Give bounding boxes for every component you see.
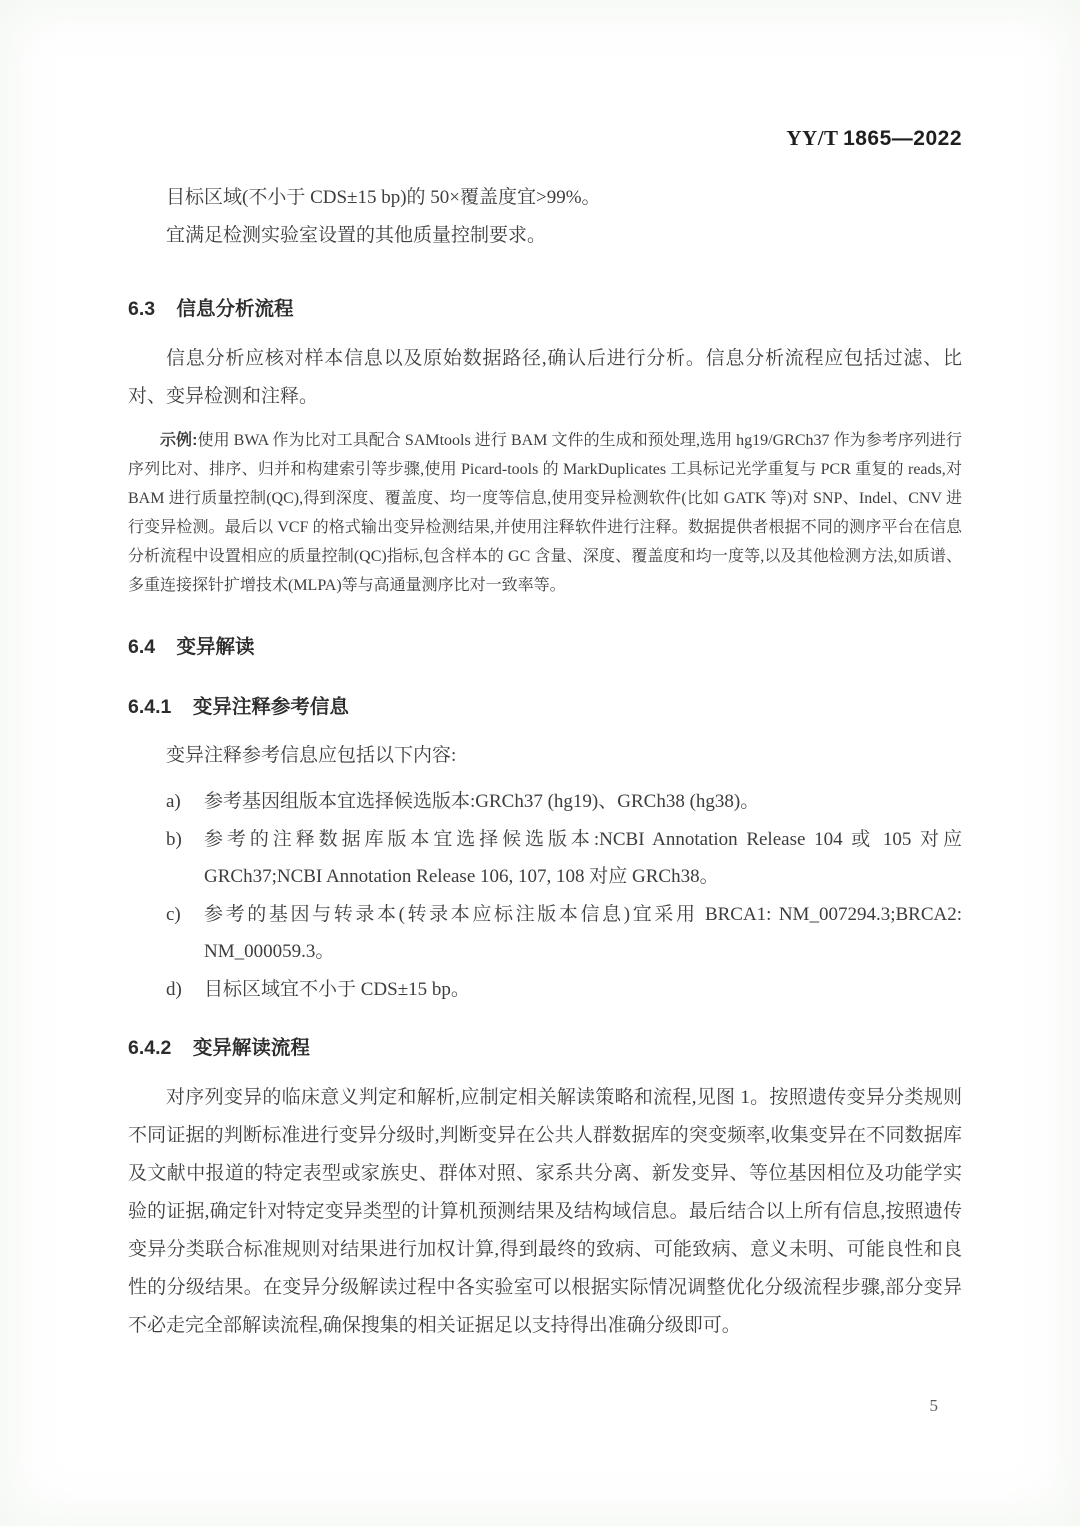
intro-line-coverage: 目标区域(不小于 CDS±15 bp)的 50×覆盖度宜>99%。 bbox=[166, 187, 601, 208]
list-item-d bbox=[128, 971, 962, 1009]
standard-code-header bbox=[128, 126, 962, 151]
example-note bbox=[128, 426, 962, 600]
example-text: 使用 BWA 作为比对工具配合 SAMtools 进行 BAM 文件的生成和预处理,选用 hg19/GRCh37 作为参考序列进行序列比对、排序、归并和构建索引等步骤,使用 Picard-tools 的 MarkDuplicates 工具标记光学重复与 PCR 重复的 reads,对 BAM 进行质量控制(QC),得到深度、覆盖度、均一度等信息,使用变异检测软件(比如 GATK 等)对 SNP、Indel、CNV 进行变异检测。最后以 VCF 的格式输出变异检测结果,并使用注释软件进行注释。数据提供者根据不同的测序平台在信息分析流程中设置相应的质量控制(QC)指标,包含样本的 GC 含量、深度、覆盖度和均一度等,以及其他检测方法,如质谱、多重连接探针扩增技术(MLPA)等与高通量测序比对一致率等。 bbox=[128, 432, 962, 594]
section-6-3-body bbox=[128, 340, 962, 416]
list-item-b bbox=[128, 821, 962, 896]
reference-info-list bbox=[128, 783, 962, 1008]
section-title-6-4: 变异解读 bbox=[176, 636, 255, 658]
section-heading-6-4-1 bbox=[128, 693, 962, 721]
section-number-6-4: 6.4 bbox=[128, 636, 156, 658]
intro-paragraphs bbox=[128, 179, 962, 255]
list-item-c bbox=[128, 896, 962, 971]
section-6-4-1-lead: 变异注释参考信息应包括以下内容: bbox=[166, 745, 457, 766]
section-heading-6-3 bbox=[128, 295, 962, 323]
intro-line-qc-requirement: 宜满足检测实验室设置的其他质量控制要求。 bbox=[166, 225, 547, 246]
section-6-3-paragraph: 信息分析应核对样本信息以及原始数据路径,确认后进行分析。信息分析流程应包括过滤、比对、变异检测和注释。 bbox=[128, 348, 962, 407]
section-number-6-4-2: 6.4.2 bbox=[128, 1037, 172, 1059]
list-text-c: 参考的基因与转录本(转录本应标注版本信息)宜采用 BRCA1: NM_007294.3;BRCA2: NM_000059.3。 bbox=[204, 903, 962, 962]
example-label: 示例: bbox=[160, 432, 198, 449]
list-marker-b: b) bbox=[166, 828, 182, 850]
section-heading-6-4 bbox=[128, 633, 962, 661]
section-6-4-2-paragraph: 对序列变异的临床意义判定和解析,应制定相关解读策略和流程,见图 1。按照遗传变异分类规则不同证据的判断标准进行变异分级时,判断变异在公共人群数据库的突变频率,收集变异在不同数据库及文献中报道的特定表型或家族史、群体对照、家系共分离、新发变异、等位基因相位及功能学实验的证据,确定针对特定变异类型的计算机预测结果及结构域信息。最后结合以上所有信息,按照遗传变异分类联合标准规则对结果进行加权计算,得到最终的致病、可能致病、意义未明、可能良性和良性的分级结果。在变异分级解读过程中各实验室可以根据实际情况调整优化分级流程步骤,部分变异不必走完全部解读流程,确保搜集的相关证据足以支持得出准确分级即可。 bbox=[128, 1087, 962, 1336]
page-content bbox=[0, 126, 1080, 1345]
section-6-4-2-body bbox=[128, 1079, 962, 1345]
list-item-a bbox=[128, 783, 962, 821]
list-marker-c: c) bbox=[166, 903, 181, 925]
list-marker-d: d) bbox=[166, 978, 182, 1000]
section-title-6-3: 信息分析流程 bbox=[176, 298, 294, 320]
section-title-6-4-1: 变异注释参考信息 bbox=[192, 696, 349, 718]
section-number-6-3: 6.3 bbox=[128, 298, 156, 320]
list-text-b: 参考的注释数据库版本宜选择候选版本:NCBI Annotation Release 104 或 105 对应 GRCh37;NCBI Annotation Release 106, 107, 108 对应 GRCh38。 bbox=[204, 828, 962, 887]
list-text-a: 参考基因组版本宜选择候选版本:GRCh37 (hg19)、GRCh38 (hg38)。 bbox=[204, 791, 760, 812]
standard-code-number: 1865—2022 bbox=[843, 127, 962, 150]
list-marker-a: a) bbox=[166, 791, 181, 812]
list-text-d: 目标区域宜不小于 CDS±15 bp。 bbox=[204, 978, 470, 1000]
section-heading-6-4-2 bbox=[128, 1034, 962, 1062]
section-title-6-4-2: 变异解读流程 bbox=[192, 1037, 310, 1059]
page-number: 5 bbox=[929, 1396, 938, 1415]
section-6-4-1-body bbox=[128, 737, 962, 775]
standard-code-prefix: YY/T bbox=[786, 126, 839, 150]
section-number-6-4-1: 6.4.1 bbox=[128, 696, 172, 718]
